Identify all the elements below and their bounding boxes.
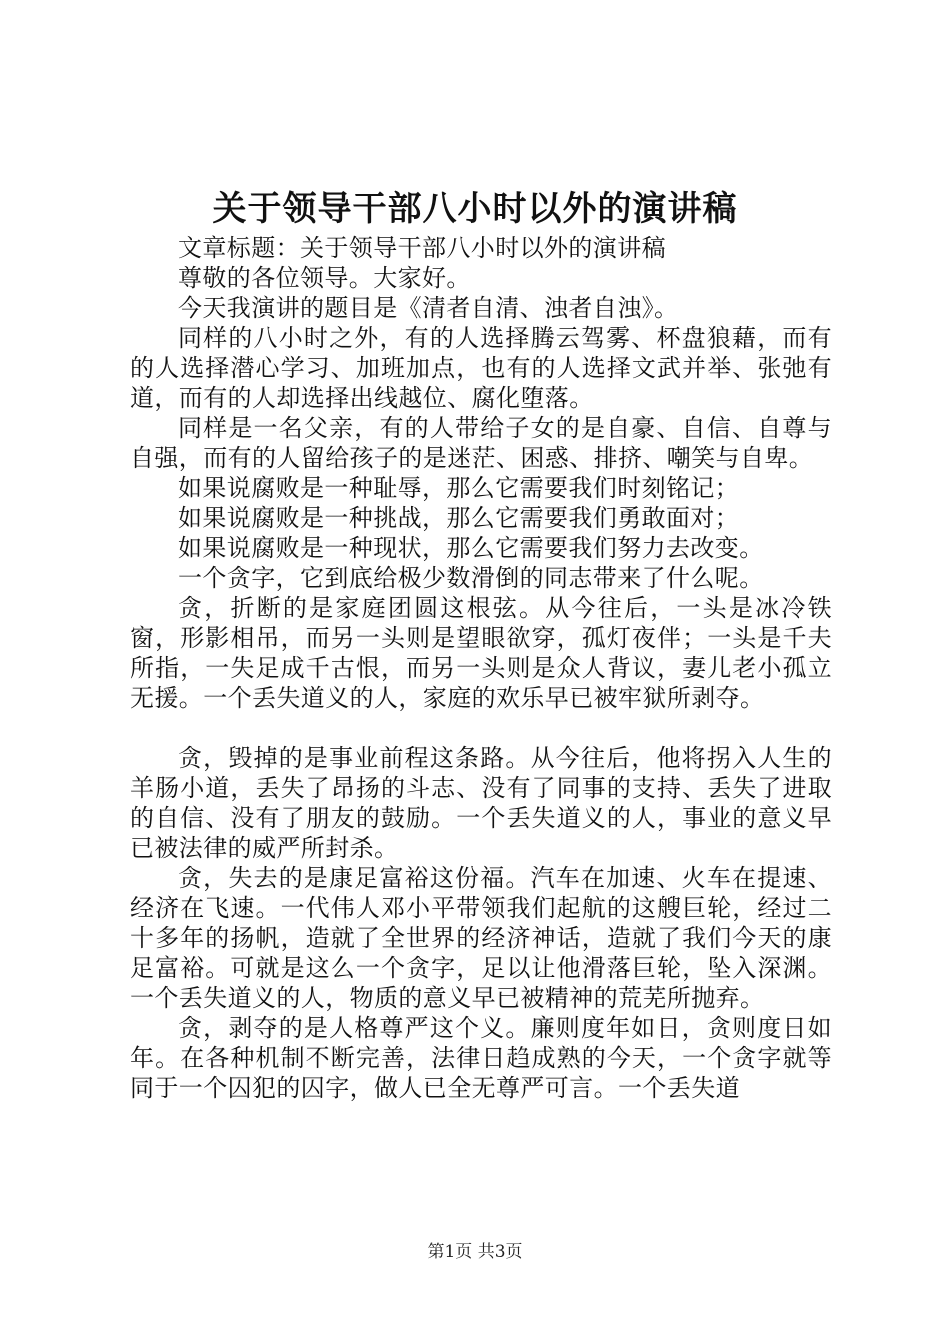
- paragraph: 同样是一名父亲，有的人带给子女的是自豪、自信、自尊与自强，而有的人留给孩子的是迷茫、困惑、排挤、嘲笑与自卑。: [130, 414, 832, 472]
- paragraph: 如果说腐败是一种挑战，那么它需要我们勇敢面对；: [178, 504, 740, 532]
- paragraph: 今天我演讲的题目是《清者自清、浊者自浊》。: [178, 294, 679, 322]
- paragraph: 贪，剥夺的是人格尊严这个义。廉则度年如日，贪则度日如年。在各种机制不断完善，法律日趋成熟的今天，一个贪字就等同于一个囚犯的囚字，做人已全无尊严可言。一个丢失道: [130, 1014, 832, 1102]
- paragraph: 同样的八小时之外，有的人选择腾云驾雾、杯盘狼藉，而有的人选择潜心学习、加班加点，也有的人选择文武并举、张弛有道，而有的人却选择出线越位、腐化堕落。: [130, 324, 832, 412]
- paragraph: 文章标题：关于领导干部八小时以外的演讲稿: [178, 234, 666, 262]
- document-title: 关于领导干部八小时以外的演讲稿: [212, 189, 738, 229]
- paragraph: 如果说腐败是一种耻辱，那么它需要我们时刻铭记；: [178, 474, 740, 502]
- paragraph: 贪，毁掉的是事业前程这条路。从今往后，他将拐入人生的羊肠小道，丢失了昂扬的斗志、没有了同事的支持、丢失了进取的自信、没有了朋友的鼓励。一个丢失道义的人，事业的意义早已被法律的威严所封杀。: [130, 744, 832, 862]
- paragraph: 一个贪字，它到底给极少数滑倒的同志带来了什么呢。: [178, 564, 764, 592]
- paragraph: 尊敬的各位领导。大家好。: [178, 264, 471, 292]
- paragraph: 如果说腐败是一种现状，那么它需要我们努力去改变。: [178, 534, 764, 562]
- document-body: [130, 233, 832, 1103]
- page-footer: 第1页 共3页: [427, 1242, 523, 1262]
- paragraph: 贪，失去的是康足富裕这份福。汽车在加速、火车在提速、经济在飞速。一代伟人邓小平带领我们起航的这艘巨轮，经过二十多年的扬帆，造就了全世界的经济神话，造就了我们今天的康足富裕。可就是这么一个贪字，足以让他滑落巨轮，坠入深渊。一个丢失道义的人，物质的意义早已被精神的荒芜所抛弃。: [130, 864, 832, 1012]
- paragraph: 贪，折断的是家庭团圆这根弦。从今往后，一头是冰冷铁窗，形影相吊，而另一头则是望眼欲穿，孤灯夜伴；一头是千夫所指，一失足成千古恨，而另一头则是众人背议，妻儿老小孤立无援。一个丢失道义的人，家庭的欢乐早已被牢狱所剥夺。: [130, 594, 832, 712]
